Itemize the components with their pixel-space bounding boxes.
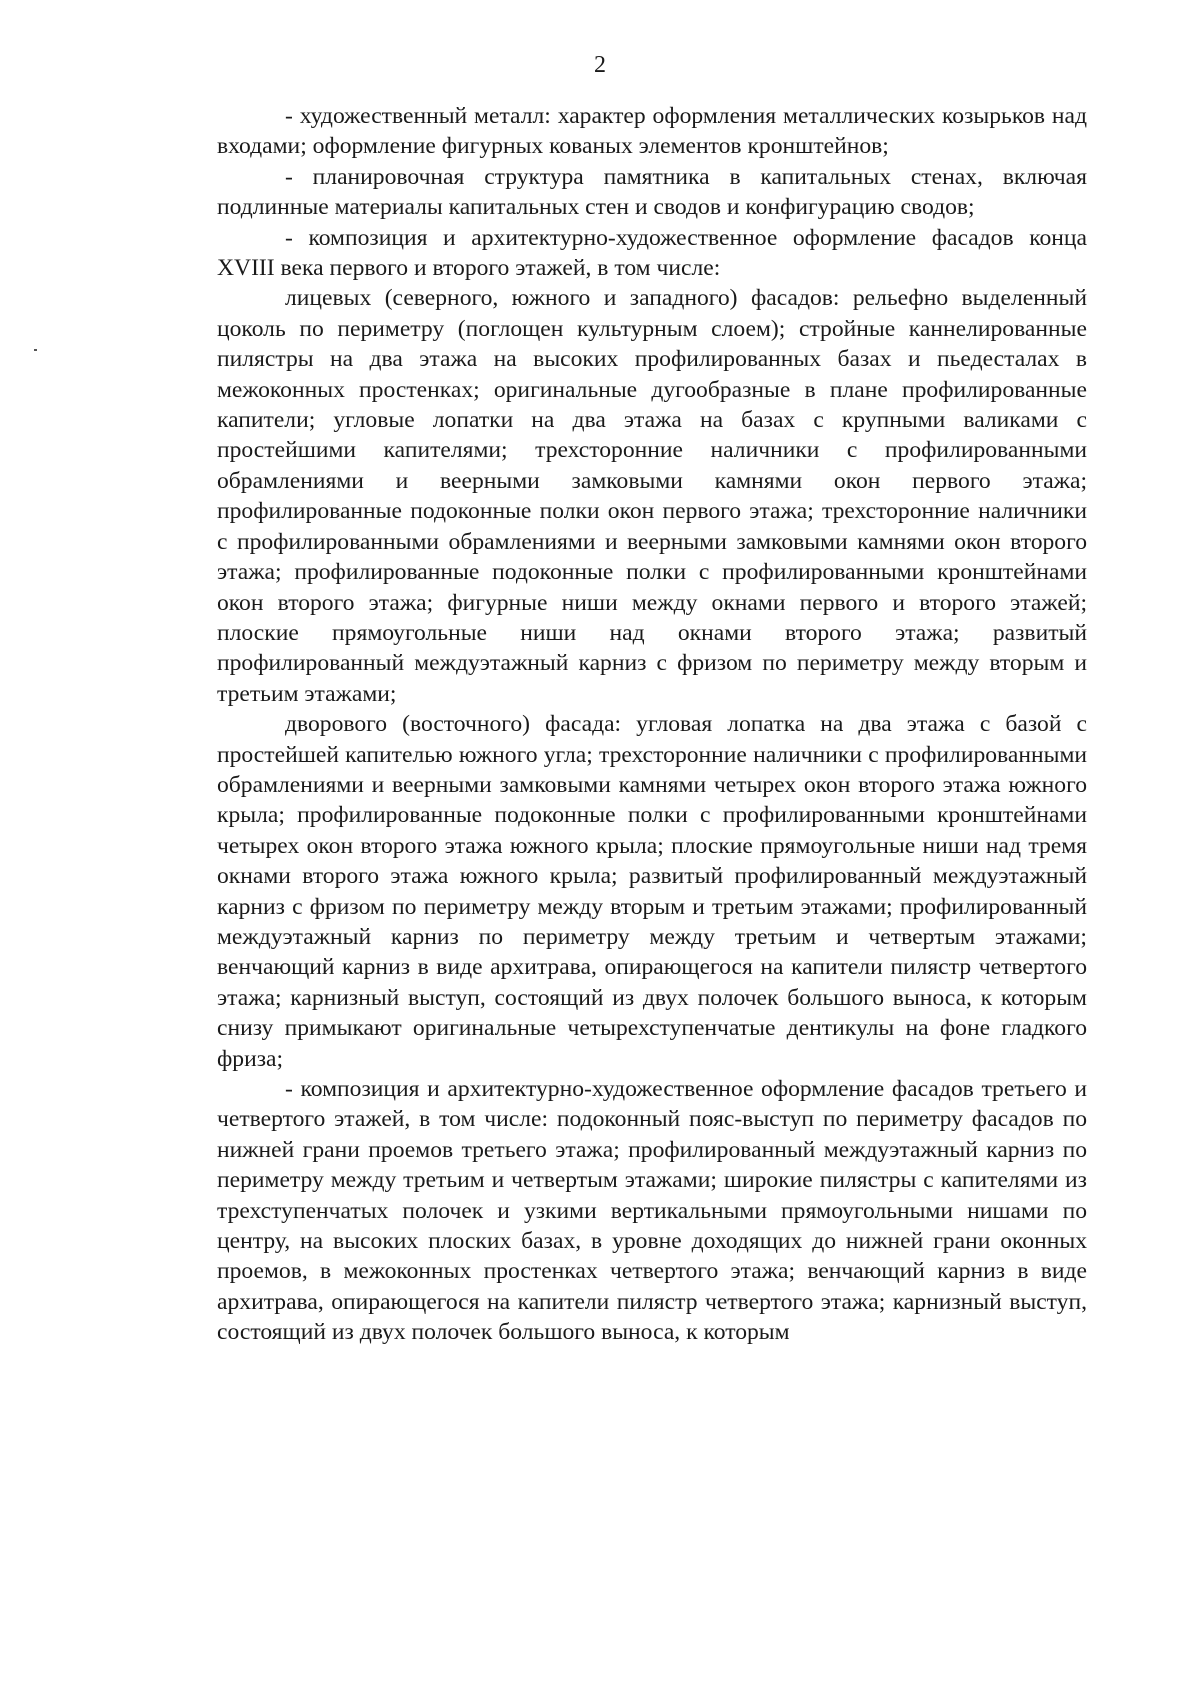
document-body xyxy=(217,101,1087,1348)
paragraph-facade-composition-upper-floors: - композиция и архитектурно-художественное оформление фасадов третьего и четвертого этажей, в том числе: подоконный пояс-выступ по периметру фасадов по нижней грани проемов третьего этажа; профилированный междуэтажный карниз по периметру между третьим и четвертым этажами; широкие пилястры с капителями из трехступенчатых полочек и узкими вертикальными прямоугольными нишами по центру, на высоких плоских базах, в уровне доходящих до нижней грани оконных проемов, в межоконных простенках четвертого этажа; венчающий карниз в виде архитрава, опирающегося на капители пилястр четвертого этажа; карнизный выступ, состоящий из двух полочек большого выноса, к которым xyxy=(217,1076,1087,1346)
page-number: 2 xyxy=(594,52,606,78)
paragraph-facade-composition-18c: - композиция и архитектурно-художественное оформление фасадов конца XVIII века первого и второго этажей, в том числе: xyxy=(217,224,1087,282)
paragraph-artistic-metal: - художественный металл: характер оформления металлических козырьков над входами; оформление фигурных кованых элементов кронштейнов; xyxy=(217,103,1087,160)
paragraph-planning-structure: - планировочная структура памятника в капитальных стенах, включая подлинные материалы капитальных стен и сводов и конфигурацию сводов; xyxy=(217,163,1087,221)
paragraph-courtyard-facade: дворового (восточного) фасада: угловая лопатка на два этажа с базой с простейшей капителью южного угла; трехсторонние наличники с профилированными обрамлениями и веерными замковыми камнями четырех окон второго этажа южного крыла; профилированные подоконные полки с профилированными кронштейнами четырех окон второго этажа южного крыла; плоские прямоугольные ниши над тремя окнами второго этажа южного крыла; развитый профилированный междуэтажный карниз с фризом по периметру между вторым и третьим этажами; профилированный междуэтажный карниз по периметру между третьим и четвертым этажами; венчающий карниз в виде архитрава, опирающегося на капители пилястр четвертого этажа; карнизный выступ, состоящий из двух полочек большого выноса, к которым снизу примыкают оригинальные четырехступенчатые дентикулы на фоне гладкого фриза; xyxy=(217,711,1087,1072)
scan-speck xyxy=(34,349,37,351)
paragraph-front-facades: лицевых (северного, южного и западного) фасадов: рельефно выделенный цоколь по периметру (поглощен культурным слоем); стройные каннелированные пилястры на два этажа на высоких профилированных базах и пьедесталах в межоконных простенках; оригинальные дугообразные в плане профилированные капители; угловые лопатки на два этажа на базах с крупными валиками с простейшими капителями; трехсторонние наличники с профилированными обрамлениями и веерными замковыми камнями окон первого этажа; профилированные подоконные полки окон первого этажа; трехсторонние наличники с профилированными обрамлениями и веерными замковыми камнями окон второго этажа; профилированные подоконные полки с профилированными кронштейнами окон второго этажа; фигурные ниши между окнами первого и второго этажей; плоские прямоугольные ниши над окнами второго этажа; развитый профилированный междуэтажный карниз с фризом по периметру между вторым и третьим этажами; xyxy=(217,285,1087,707)
